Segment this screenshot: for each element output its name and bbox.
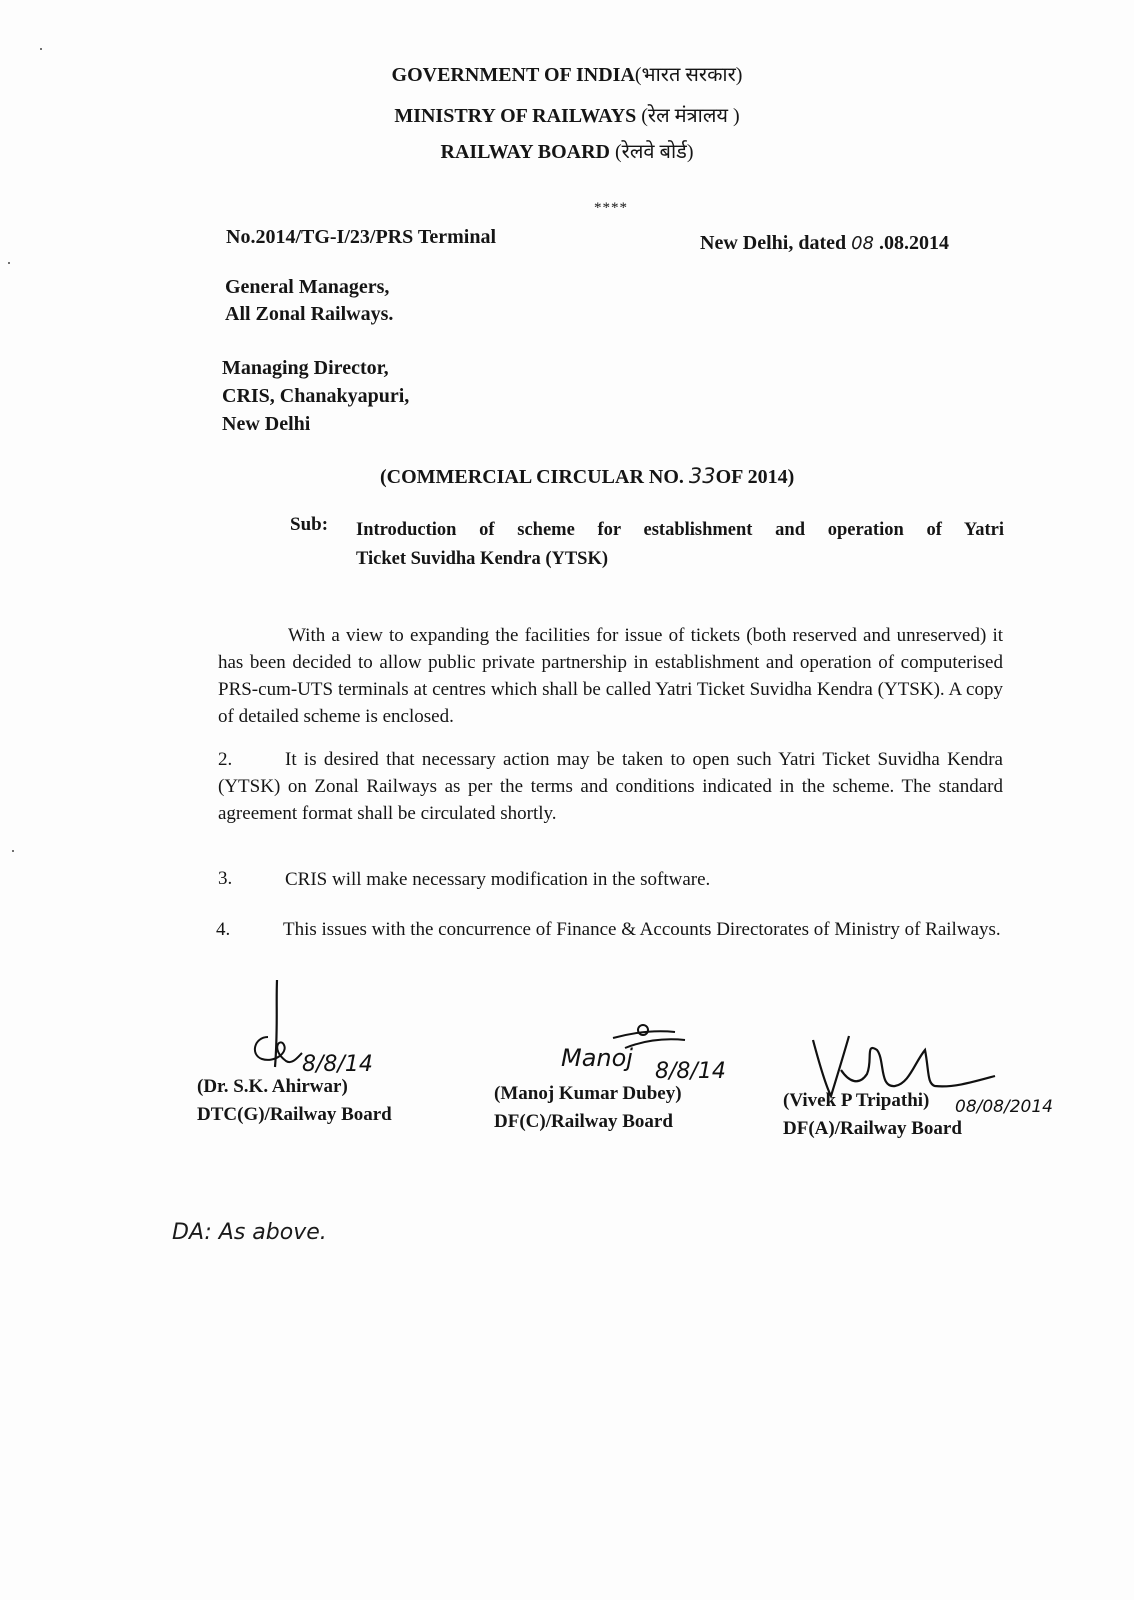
signature-ahirwar-date: 8/8/14 xyxy=(302,1052,373,1077)
signatory-1 xyxy=(197,1073,392,1129)
circular-title xyxy=(380,464,794,489)
addressee-line: All Zonal Railways. xyxy=(225,303,394,325)
signatory-1-designation: DTC(G)/Railway Board xyxy=(197,1104,392,1125)
header-line-3 xyxy=(0,137,1134,164)
header-line-1-hi: (भारत सरकार) xyxy=(634,64,743,86)
reference-date-suffix: .08.2014 xyxy=(874,232,950,254)
scan-speck xyxy=(8,262,10,264)
paragraph-3-number: 3. xyxy=(218,868,233,889)
reference-number: No.2014/TG-I/23/PRS Terminal xyxy=(226,226,497,248)
circular-number-handwritten: 33 xyxy=(688,464,716,488)
header-line-3-hi: (रेलवे बोर्ड) xyxy=(615,141,694,163)
paragraph-2-number: 2. xyxy=(218,749,233,770)
paragraph-3: CRIS will make necessary modification in the software. xyxy=(285,869,711,890)
addressee-line: New Delhi xyxy=(222,413,311,435)
signatory-2-designation: DF(C)/Railway Board xyxy=(494,1111,673,1132)
header-separator: **** xyxy=(594,200,628,216)
subject-text-line-2: Ticket Suvidha Kendra (YTSK) xyxy=(356,549,609,569)
circular-suffix: OF 2014) xyxy=(715,466,795,488)
signatory-1-name: (Dr. S.K. Ahirwar) xyxy=(197,1076,348,1097)
header-line-3-en: RAILWAY BOARD xyxy=(440,141,615,163)
enclosure-note: DA: As above. xyxy=(172,1220,327,1245)
reference-date xyxy=(700,232,949,255)
paragraph-2: It is desired that necessary action may be taken to open such Yatri Ticket Suvidha Kendra (YTSK) on Zonal Railways as per the terms and conditions indicated in the scheme. The standard agreement format shall be circulated shortly. xyxy=(218,749,1003,824)
scan-speck xyxy=(40,48,42,50)
scan-speck xyxy=(12,850,14,852)
signatory-2 xyxy=(494,1080,682,1136)
subject-text-line-1: Introduction of scheme for establishment and operation of Yatri xyxy=(356,520,1004,540)
header-line-1 xyxy=(0,60,1134,87)
signatory-3-designation: DF(A)/Railway Board xyxy=(783,1118,962,1139)
reference-date-prefix: New Delhi, dated xyxy=(700,232,852,254)
addressee-line: General Managers, xyxy=(225,276,390,298)
header-line-2-en: MINISTRY OF RAILWAYS xyxy=(394,105,642,127)
circular-prefix: (COMMERCIAL CIRCULAR NO. xyxy=(380,466,689,488)
header-line-2-hi: (रेल मंत्रालय ) xyxy=(641,105,740,127)
signature-dubey-name: Manoj xyxy=(561,1044,633,1072)
signature-dubey xyxy=(555,1018,735,1088)
addressee-managing-director xyxy=(222,354,409,438)
signature-dubey-date: 8/8/14 xyxy=(655,1059,726,1084)
paragraph-4: This issues with the concurrence of Finance & Accounts Directorates of Ministry of Railways. xyxy=(283,919,1001,940)
header-line-1-en: GOVERNMENT OF INDIA xyxy=(391,64,635,86)
addressee-line: Managing Director, xyxy=(222,357,389,379)
reference-date-handwritten: 08 xyxy=(851,233,875,254)
addressee-line: CRIS, Chanakyapuri, xyxy=(222,385,410,407)
signatory-3-name: (Vivek P Tripathi) xyxy=(783,1090,930,1111)
signatory-2-name: (Manoj Kumar Dubey) xyxy=(494,1083,682,1104)
paragraph-1: With a view to expanding the facilities for issue of tickets (both reserved and unreserved) it has been decided to allow public private partnership in establishment and operation of computerised PRS-cum-UTS terminals at centres which shall be called Yatri Ticket Suvidha Kendra (YTSK). A copy of detailed scheme is enclosed. xyxy=(218,625,1003,727)
signature-ahirwar xyxy=(240,975,400,1085)
signatory-3 xyxy=(783,1087,962,1143)
header-line-2 xyxy=(0,101,1134,128)
addressee-general-managers xyxy=(225,274,393,328)
paragraph-4-number: 4. xyxy=(216,919,231,940)
signature-tripathi-date: 08/08/2014 xyxy=(955,1097,1053,1117)
subject-label: Sub: xyxy=(290,514,329,535)
